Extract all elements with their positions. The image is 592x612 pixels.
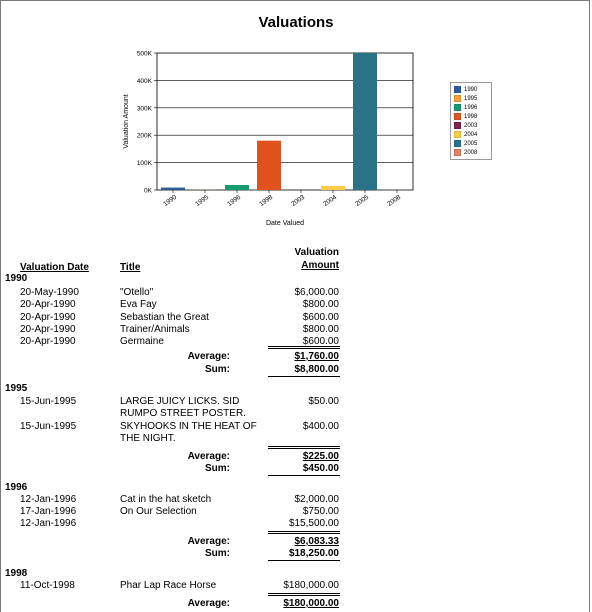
valuation-date-cell: 11-Oct-1998	[20, 580, 75, 591]
x-tick-label: 1990	[162, 193, 179, 208]
title-cell: SKYHOOKS IN THE HEAT OF THE NIGHT.	[120, 421, 257, 444]
x-tick-label: 2004	[322, 193, 339, 208]
x-axis-label: Date Valued	[265, 220, 305, 227]
sum-label: Sum:	[205, 463, 230, 474]
average-amount: $6,083.33	[294, 536, 339, 547]
legend-label: 2008	[464, 149, 478, 156]
valuation-date-cell: 20-Apr-1990	[20, 299, 76, 310]
y-tick-label: 300K	[136, 105, 152, 113]
column-header-valuation-date: Valuation Date	[20, 262, 89, 273]
valuation-amount-cell: $15,500.00	[288, 518, 339, 529]
average-amount: $1,760.00	[294, 351, 339, 362]
sum-amount: $18,250.00	[288, 548, 339, 559]
average-amount: $225.00	[302, 451, 339, 462]
title-cell: On Our Selection	[120, 506, 197, 517]
column-header-amount-line1: Valuation	[294, 247, 339, 258]
y-tick-label: 500K	[136, 50, 152, 58]
valuation-amount-cell: $600.00	[302, 336, 339, 347]
title-cell: Cat in the hat sketch	[120, 494, 212, 505]
valuation-amount-cell: $50.00	[308, 396, 339, 407]
sum-rule	[268, 475, 340, 476]
valuation-amount-cell: $400.00	[302, 421, 339, 432]
x-tick-label: 2003	[290, 193, 307, 208]
column-header-amount-line2: Amount	[301, 260, 339, 271]
average-rule	[268, 531, 340, 534]
legend-label: 1996	[464, 104, 478, 111]
group-year-heading: 1996	[5, 482, 28, 493]
legend-label: 1990	[464, 86, 478, 93]
average-label: Average:	[187, 451, 230, 462]
x-tick-label: 2008	[386, 193, 403, 208]
report-title: Valuations	[258, 14, 334, 31]
average-rule	[268, 346, 340, 349]
valuation-date-cell: 20-Apr-1990	[20, 336, 76, 347]
title-cell: Trainer/Animals	[120, 324, 190, 335]
legend-label: 1998	[464, 113, 478, 120]
valuation-amount-cell: $800.00	[302, 324, 339, 335]
valuation-date-cell: 15-Jun-1995	[20, 396, 77, 407]
y-tick-label: 0K	[144, 187, 152, 195]
x-tick-label: 2005	[354, 193, 371, 208]
average-amount: $180,000.00	[283, 598, 339, 609]
sum-rule	[268, 560, 340, 561]
sum-label: Sum:	[205, 548, 230, 559]
valuation-amount-cell: $2,000.00	[294, 494, 339, 505]
title-cell: LARGE JUICY LICKS. SID RUMPO STREET POSTER.	[120, 396, 246, 419]
legend-label: 2003	[464, 122, 478, 129]
title-cell: Sebastian the Great	[120, 312, 209, 323]
valuation-amount-cell: $600.00	[302, 312, 339, 323]
valuation-amount-cell: $750.00	[302, 506, 339, 517]
x-tick-label: 1996	[226, 193, 243, 208]
valuation-date-cell: 20-May-1990	[20, 287, 79, 298]
sum-label: Sum:	[205, 364, 230, 375]
valuation-date-cell: 17-Jan-1996	[20, 506, 77, 517]
valuation-date-cell: 20-Apr-1990	[20, 312, 76, 323]
valuation-amount-cell: $180,000.00	[283, 580, 339, 591]
legend-label: 2004	[464, 131, 478, 138]
sum-rule	[268, 376, 340, 377]
sum-amount: $450.00	[302, 463, 339, 474]
group-year-heading: 1990	[5, 273, 28, 284]
valuation-date-cell: 12-Jan-1996	[20, 518, 77, 529]
average-rule	[268, 593, 340, 596]
column-header-title: Title	[120, 262, 141, 273]
group-year-heading: 1998	[5, 568, 28, 579]
valuation-amount-cell: $6,000.00	[294, 287, 339, 298]
average-label: Average:	[187, 598, 230, 609]
title-cell: "Otello"	[120, 287, 154, 298]
valuation-amount-cell: $800.00	[302, 299, 339, 310]
average-label: Average:	[187, 536, 230, 547]
y-tick-label: 100K	[136, 160, 152, 168]
average-rule	[268, 446, 340, 449]
x-tick-label: 1998	[258, 193, 275, 208]
valuation-date-cell: 20-Apr-1990	[20, 324, 76, 335]
title-cell: Phar Lap Race Horse	[120, 580, 217, 591]
legend-label: 1995	[464, 95, 478, 102]
valuation-date-cell: 12-Jan-1996	[20, 494, 77, 505]
sum-amount: $8,800.00	[294, 364, 339, 375]
y-tick-label: 200K	[136, 132, 152, 140]
y-tick-label: 400K	[136, 77, 152, 85]
legend-label: 2005	[464, 140, 478, 147]
x-tick-label: 1995	[194, 193, 211, 208]
title-cell: Germaine	[120, 336, 164, 347]
y-axis-label: Valuation Amount	[123, 94, 130, 149]
average-label: Average:	[187, 351, 230, 362]
title-cell: Eva Fay	[120, 299, 157, 310]
valuation-date-cell: 15-Jun-1995	[20, 421, 77, 432]
group-year-heading: 1995	[5, 383, 28, 394]
